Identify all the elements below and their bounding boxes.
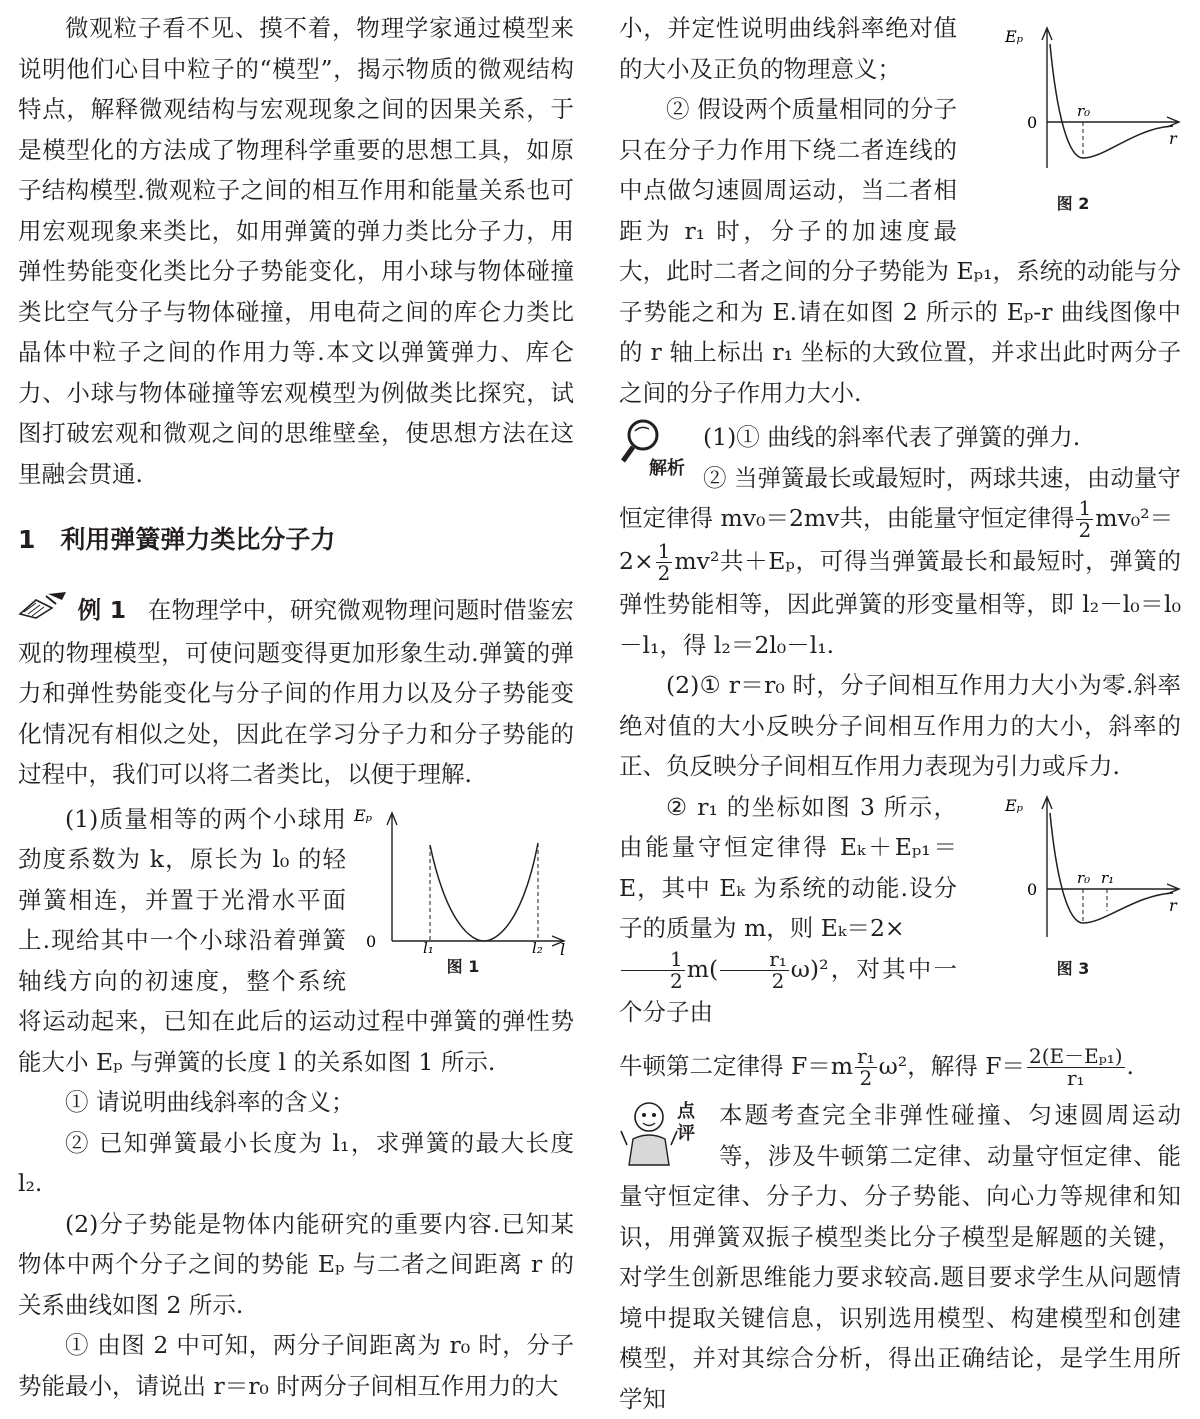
section-title: 1 利用弹簧弹力类比分子力 xyxy=(18,525,336,554)
question-1-part-1: ① 请说明曲线斜率的含义； xyxy=(65,1088,355,1117)
fig2-curve xyxy=(1050,44,1173,158)
figure-1 xyxy=(352,805,574,979)
answer-1-part-1: (1)① 曲线的斜率代表了弹簧的弹力. xyxy=(703,423,1081,451)
fig2-tick-r0: r₀ xyxy=(1077,102,1091,120)
fig1-x-label: l xyxy=(560,939,566,955)
left-column xyxy=(18,8,574,1406)
fig1-origin: 0 xyxy=(366,931,377,951)
answer-2-part-1: (2)① r＝r₀ 时，分子间相互作用力大小为零.斜率绝对值的大小反映分子间相互作用力的大小，斜率的正、负反映分子间相互作用力表现为引力或斥力. xyxy=(619,671,1181,780)
fig3-tick-r1: r₁ xyxy=(1101,868,1115,887)
figure-1-plot xyxy=(352,805,574,955)
fig1-tick-l1: l₁ xyxy=(423,938,434,955)
pencil-book-icon xyxy=(18,590,70,633)
figure-3-caption: 图 3 xyxy=(1056,958,1090,978)
question-2-part-1-end: 小，并定性说明曲线斜率绝对值的大小及正负的物理意义； xyxy=(619,14,957,83)
comment-label: 点 评 xyxy=(677,1101,695,1144)
analysis-label: 解析 xyxy=(649,458,685,479)
answer-2-part-3: 牛顿第二定律得 F＝m $\frac{\text{r₁}}{2}$ ω²，解得 F＝ $\frac{\text{2(E－Eₚ₁)}}{\text{r₁}}$ . xyxy=(619,1044,1135,1090)
example-label: 例 1 xyxy=(77,596,127,624)
fig2-x-label: r xyxy=(1169,129,1177,148)
figure-3 xyxy=(965,793,1181,981)
fig2-y-label: Eₚ xyxy=(1005,27,1024,46)
example-1-paragraph xyxy=(18,590,574,795)
fig3-curve xyxy=(1050,813,1173,923)
fig1-tick-l2: l₂ xyxy=(532,938,543,955)
figure-2-plot xyxy=(965,8,1181,178)
analysis-badge xyxy=(619,417,695,481)
comment-text: 本题考查完全非弹性碰撞、匀速圆周运动等，涉及牛顿第二定律、动量守恒定律、能量守恒定律、分子力、分子势能、向心力等规律和知识，用弹簧双振子模型类比分子模型是解题的关键，对学生创新思维能力要求较高.题目要求学生从问题情境中提取关键信息，识别选用模型、构建模型和创建模型，并对其综合分析，得出正确结论，是学生用所学知 xyxy=(619,1101,1181,1413)
fig3-x-label: r xyxy=(1169,895,1177,915)
fraction-r1-half-1: $\frac{\text{r₁}}{2}$ xyxy=(720,949,789,992)
question-1-part-2: ② 已知弹簧最小长度为 l₁，求弹簧的最大长度 l₂. xyxy=(18,1128,574,1198)
figure-3-plot xyxy=(965,793,1181,943)
example-intro: 在物理学中，研究微观物理问题时借鉴宏观的物理模型，可使问题变得更加形象生动.弹簧的弹力和弹性势能变化与分子间的作用力以及分子势能变化情况有相似之处，因此在学习分子力和分子势能的过程中，我们可以将二者类比，以便于理解. xyxy=(18,596,574,789)
fig1-y-label: Eₚ xyxy=(354,805,373,825)
fig3-y-label: Eₚ xyxy=(1005,795,1024,815)
cartoon-teacher-icon xyxy=(619,1095,679,1169)
answer-2-part-2: ② r₁ 的坐标如图 3 所示，由能量守恒定律得 Eₖ＋Eₚ₁＝E，其中 Eₖ 为系统的动能.设分子的质量为 m，则 Eₖ＝2× $\frac{1}{2}$ m( $\frac{\text{r₁}}{2}$ ω)²，对其中一个分子由 xyxy=(619,792,957,1026)
fraction-half-3: $\frac{1}{2}$ xyxy=(621,949,685,992)
comment-badge xyxy=(619,1095,711,1169)
answer-1-part-2: ② 当弹簧最长或最短时，两球共速，由动量守恒定律得 mv₀＝2mv共，由能量守恒定律得 $\frac{1}{2}$ mv₀²＝ 2× $\frac{1}{2}$ mv²共＋Eₚ，可得当弹簧最长和最短时，弹簧的弹性势能相等，因此弹簧的形变量相等，即 l₂－l₀＝l₀－l₁，得 l₂＝2l₀－l₁. xyxy=(619,463,1181,659)
figure-2 xyxy=(965,8,1181,216)
question-2-part-1-start: ① 由图 2 中可知，两分子间距离为 r₀ 时，分子势能最小，请说出 r＝r₀ 时两分子间相互作用力的大 xyxy=(18,1331,574,1400)
intro-paragraph: 微观粒子看不见、摸不着，物理学家通过模型来说明他们心目中粒子的“模型”，揭示物质的微观结构特点，解释微观结构与宏观现象之间的因果关系，于是模型化的方法成了物理科学重要的思想工具，如原子结构模型.微观粒子之间的相互作用和能量关系也可用宏观现象来类比，如用弹簧的弹力类比分子力，用弹性势能变化类比分子势能变化，用小球与物体碰撞类比空气分子与物体碰撞，用电荷之间的库仑力类比晶体中粒子之间的作用力等.本文以弹簧弹力、库仑力、小球与物体碰撞等宏观模型为例做类比探究，试图打破宏观和微观之间的思维壁垒，使思想方法在这里融会贯通. xyxy=(18,14,574,488)
figure-2-caption: 图 2 xyxy=(1056,194,1090,213)
question-2-text: (2)分子势能是物体内能研究的重要内容.已知某物体中两个分子之间的势能 Eₚ 与二者之间距离 r 的关系曲线如图 2 所示. xyxy=(18,1209,574,1319)
question-2-part-2: ② 假设两个质量相同的分子只在分子力作用下绕二者连线的中点做匀速圆周运动，当二者相距为 r₁ 时，分子的加速度最大，此时二者之间的分子势能为 Eₚ₁，系统的动能与分子势能之和为 E.请在如图 2 所示的 Eₚ-r 曲线图像中的 r 轴上标出 r₁ 坐标的大致位置，并求出此时两分子之间的分子作用力大小. xyxy=(619,95,1181,407)
figure-1-caption: 图 1 xyxy=(446,956,480,976)
fig2-origin: 0 xyxy=(1027,113,1038,132)
fig3-origin: 0 xyxy=(1027,879,1038,899)
fraction-r1-half-2: $\frac{\text{r₁}}{2}$ xyxy=(857,1044,875,1090)
fraction-force: $\frac{\text{2(E－Eₚ₁)}}{\text{r₁}}$ xyxy=(1029,1044,1123,1090)
right-column xyxy=(619,8,1181,1419)
question-1-text: (1)质量相等的两个小球用劲度系数为 k，原长为 l₀ 的轻弹簧相连，并置于光滑水平面上.现给其中一个小球沿着弹簧轴线方向的初速度，整个系统将运动起来，已知在此后的运动过程中弹簧的弹性势能大小 Eₚ 与弹簧的长度 l 的关系如图 1 所示. xyxy=(18,804,574,1076)
fraction-half-2: $\frac{1}{2}$ xyxy=(657,539,671,585)
fig1-curve xyxy=(430,843,538,941)
fraction-half-1: $\frac{1}{2}$ xyxy=(1078,496,1092,542)
fig3-tick-r0: r₀ xyxy=(1077,868,1091,887)
